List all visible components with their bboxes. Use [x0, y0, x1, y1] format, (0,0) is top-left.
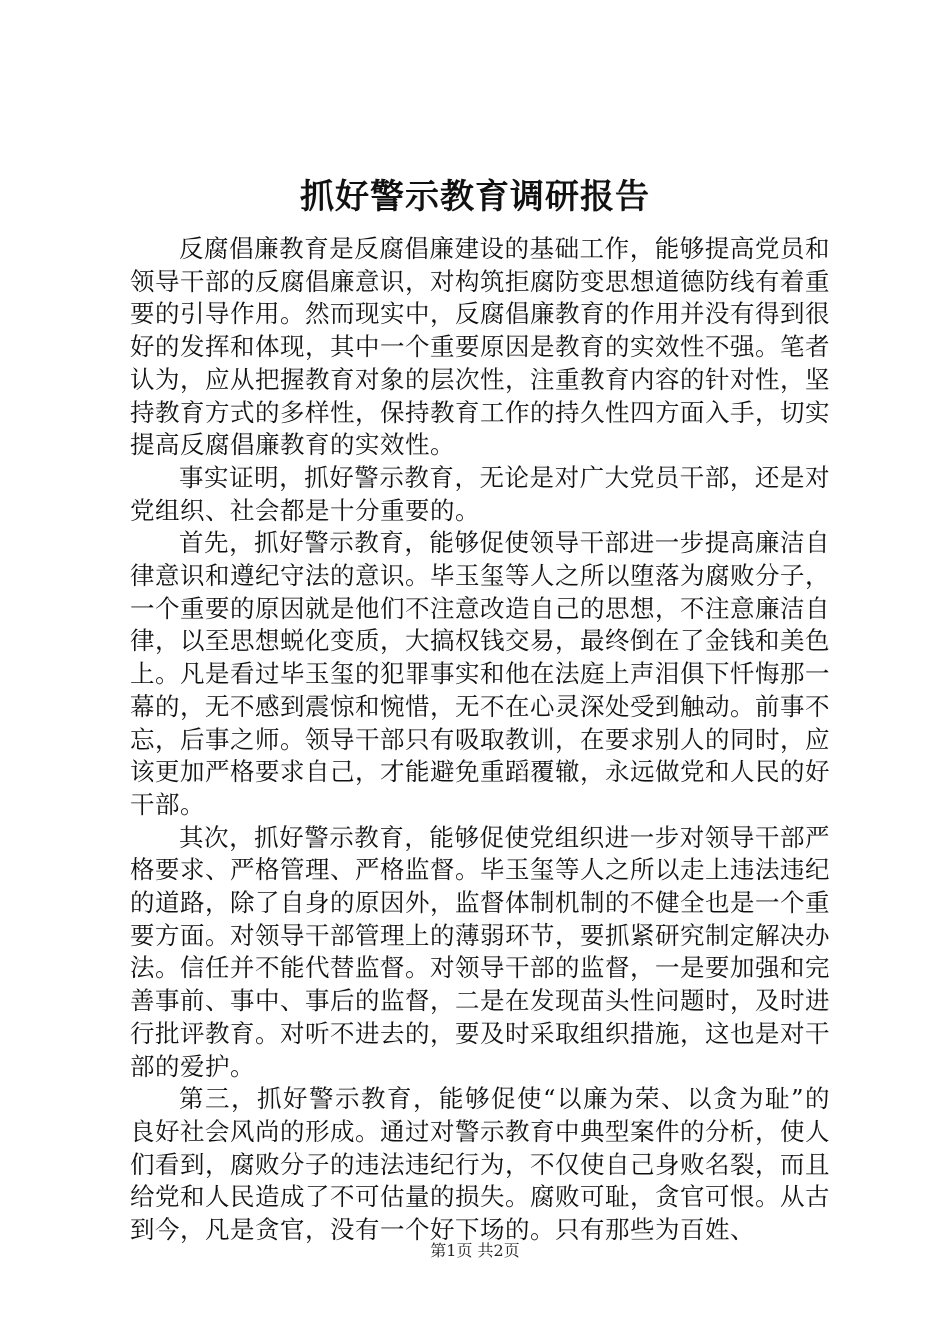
paragraph-2: 事实证明，抓好警示教育，无论是对广大党员干部，还是对党组织、社会都是十分重要的。 — [130, 462, 830, 525]
paragraph-1: 反腐倡廉教育是反腐倡廉建设的基础工作，能够提高党员和领导干部的反腐倡廉意识，对构筑拒腐防变思想道德防线有着重要的引导作用。然而现实中，反腐倡廉教育的作用并没有得到很好的发挥和体现，其中一个重要原因是教育的实效性不强。笔者认为，应从把握教育对象的层次性，注重教育内容的针对性，坚持教育方式的多样性，保持教育工作的持久性四方面入手，切实提高反腐倡廉教育的实效性。 — [130, 234, 830, 460]
paragraph-4: 其次，抓好警示教育，能够促使党组织进一步对领导干部严格要求、严格管理、严格监督。毕玉玺等人之所以走上违法违纪的道路，除了自身的原因外，监督体制机制的不健全也是一个重要方面。对领导干部管理上的薄弱环节，要抓紧研究制定解决办法。信任并不能代替监督。对领导干部的监督，一是要加强和完善事前、事中、事后的监督，二是在发现苗头性问题时，及时进行批评教育。对听不进去的，要及时采取组织措施，这也是对干部的爱护。 — [130, 822, 830, 1081]
paragraph-3: 首先，抓好警示教育，能够促使领导干部进一步提高廉洁自律意识和遵纪守法的意识。毕玉玺等人之所以堕落为腐败分子，一个重要的原因就是他们不注意改造自己的思想，不注意廉洁自律，以至思想蜕化变质，大搞权钱交易，最终倒在了金钱和美色上。凡是看过毕玉玺的犯罪事实和他在法庭上声泪俱下忏悔那一幕的，无不感到震惊和惋惜，无不在心灵深处受到触动。前事不忘，后事之师。领导干部只有吸取教训，在要求别人的同时，应该更加严格要求自己，才能避免重蹈覆辙，永远做党和人民的好干部。 — [130, 528, 830, 819]
document-title: 抓好警示教育调研报告 — [300, 177, 650, 217]
page-footer: 第1页 共2页 — [430, 1241, 520, 1260]
document-body — [130, 233, 830, 1247]
paragraph-5: 第三，抓好警示教育，能够促使“以廉为荣、以贪为耻”的良好社会风尚的形成。通过对警示教育中典型案件的分析，使人们看到，腐败分子的违法违纪行为，不仅使自己身败名裂，而且给党和人民造成了不可估量的损失。腐败可耻，贪官可恨。从古到今，凡是贪官，没有一个好下场的。只有那些为百姓、 — [130, 1084, 830, 1245]
